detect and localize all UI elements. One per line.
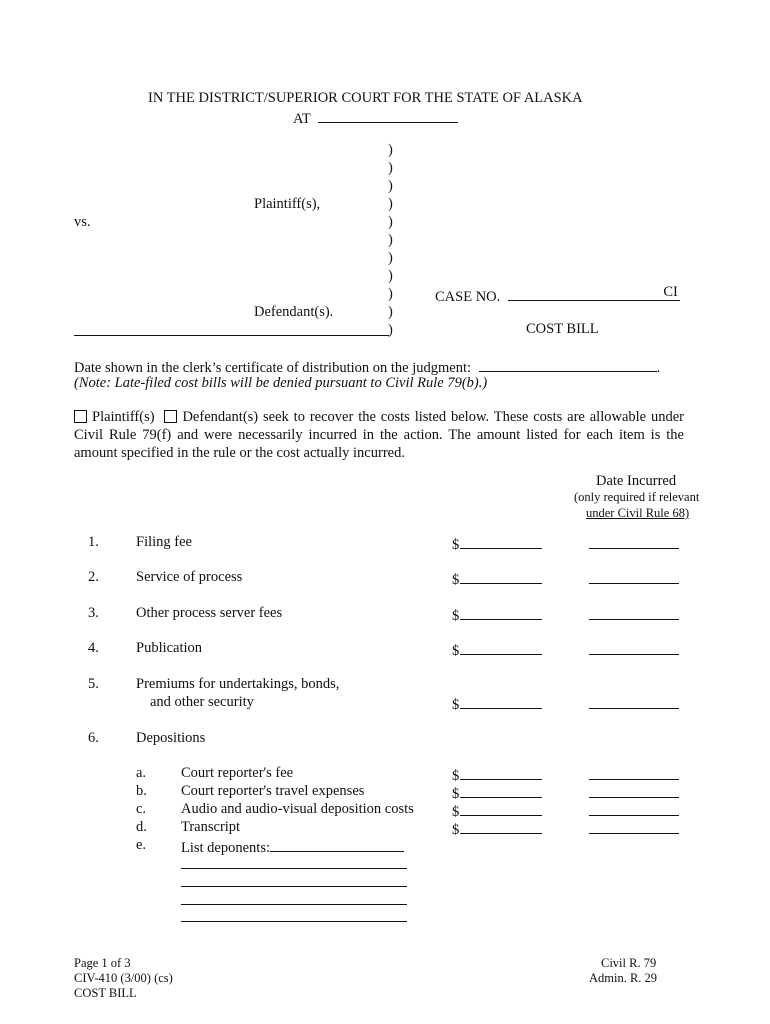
court-location — [293, 108, 458, 128]
sub-item-label: Transcript — [181, 819, 241, 835]
footer-admin-rule: Admin. R. 29 — [589, 971, 658, 985]
amount-field[interactable]: $ — [452, 605, 542, 625]
paren: ) — [388, 322, 393, 338]
paren: ) — [388, 178, 393, 194]
plaintiff-checkbox[interactable] — [74, 410, 87, 423]
date-field[interactable] — [589, 654, 679, 655]
late-filing-note: (Note: Late-filed cost bills will be denied pursuant to Civil Rule 79(b).) — [74, 375, 488, 391]
footer-page-number: Page 1 of 3 — [74, 956, 131, 970]
defendant-name-line[interactable] — [74, 335, 389, 336]
amount-field[interactable]: $ — [452, 569, 542, 589]
item-number: 1. — [88, 534, 99, 550]
case-no-label: CASE NO. — [435, 289, 501, 305]
amount-field[interactable]: $ — [452, 534, 542, 554]
date-field[interactable] — [589, 815, 679, 816]
date-field[interactable] — [589, 833, 679, 834]
item-number: 3. — [88, 605, 99, 621]
defendant-checkbox[interactable] — [164, 410, 177, 423]
paren: ) — [388, 214, 393, 230]
date-incurred-note-rule: under Civil Rule 68) — [586, 506, 690, 520]
sub-item-label: Court reporter's travel expenses — [181, 783, 365, 799]
item-number: 6. — [88, 730, 99, 746]
item-number: 2. — [88, 569, 99, 585]
document-title: COST BILL — [526, 321, 599, 337]
item-number: 5. — [88, 676, 99, 692]
case-number-field[interactable] — [508, 286, 680, 301]
vs-label: vs. — [74, 214, 91, 230]
request-text: Defendant(s) seek to recover the costs listed below. These costs are allowable under Civil Rule 79(f) and were necessarily incurred in the action. The amount listed for each item is the amount specified in the rule or the cost actually incurred. — [74, 409, 684, 461]
court-title: IN THE DISTRICT/SUPERIOR COURT FOR THE STATE OF ALASKA — [148, 90, 583, 106]
paren: ) — [388, 142, 393, 158]
distribution-period: . — [656, 360, 661, 376]
amount-field[interactable]: $ — [452, 801, 542, 821]
deponent-line[interactable] — [181, 868, 407, 869]
sub-item-letter: a. — [136, 765, 147, 781]
date-incurred-header: Date Incurred — [596, 473, 677, 489]
case-no-suffix: CI — [663, 284, 678, 300]
sub-item-letter: b. — [136, 783, 147, 799]
date-field[interactable] — [589, 797, 679, 798]
date-incurred-note: (only required if relevant — [574, 490, 700, 504]
paren: ) — [388, 250, 393, 266]
footer-form-id: CIV-410 (3/00) (cs) — [74, 971, 173, 985]
deponent-line[interactable] — [181, 921, 407, 922]
sub-item-letter: d. — [136, 819, 147, 835]
paren: ) — [388, 232, 393, 248]
item-label: Premiums for undertakings, bonds, — [136, 676, 340, 692]
sub-item-letter: e. — [136, 837, 147, 853]
amount-field[interactable]: $ — [452, 765, 542, 785]
item-label: Depositions — [136, 730, 206, 746]
sub-item-label: List deponents: — [181, 837, 404, 857]
case-number — [435, 286, 680, 306]
item-label: Filing fee — [136, 534, 192, 550]
defendants-label: Defendant(s). — [254, 304, 334, 320]
at-label: AT — [293, 111, 311, 127]
paren: ) — [388, 304, 393, 320]
amount-field[interactable]: $ — [452, 640, 542, 660]
sub-item-label: Audio and audio-visual deposition costs — [181, 801, 414, 817]
item-label: Service of process — [136, 569, 243, 585]
plaintiffs-label: Plaintiff(s), — [254, 196, 321, 212]
item-label-continued: and other security — [150, 694, 254, 710]
date-field[interactable] — [589, 779, 679, 780]
court-location-field[interactable] — [318, 108, 458, 123]
sub-item-letter: c. — [136, 801, 147, 817]
paren: ) — [388, 286, 393, 302]
amount-field[interactable]: $ — [452, 819, 542, 839]
amount-field[interactable]: $ — [452, 694, 542, 714]
item-label: Publication — [136, 640, 203, 656]
paren: ) — [388, 268, 393, 284]
date-field[interactable] — [589, 548, 679, 549]
deponent-line[interactable] — [181, 904, 407, 905]
footer-civil-rule: Civil R. 79 — [601, 956, 657, 970]
paren: ) — [388, 160, 393, 176]
footer-form-name: COST BILL — [74, 986, 137, 1000]
distribution-label: Date shown in the clerk’s certificate of distribution on the judgment: — [74, 360, 472, 376]
request-paragraph — [74, 408, 684, 462]
deponent-line[interactable] — [181, 886, 407, 887]
paren: ) — [388, 196, 393, 212]
date-field[interactable] — [589, 619, 679, 620]
date-field[interactable] — [589, 583, 679, 584]
item-number: 4. — [88, 640, 99, 656]
plaintiff-option-label: Plaintiff(s) — [92, 409, 155, 425]
amount-field[interactable]: $ — [452, 783, 542, 803]
sub-item-label: Court reporter's fee — [181, 765, 294, 781]
deponent-field[interactable] — [270, 837, 404, 852]
item-label: Other process server fees — [136, 605, 283, 621]
distribution-date-line — [74, 357, 660, 377]
date-field[interactable] — [589, 708, 679, 709]
distribution-date-field[interactable] — [479, 357, 657, 372]
